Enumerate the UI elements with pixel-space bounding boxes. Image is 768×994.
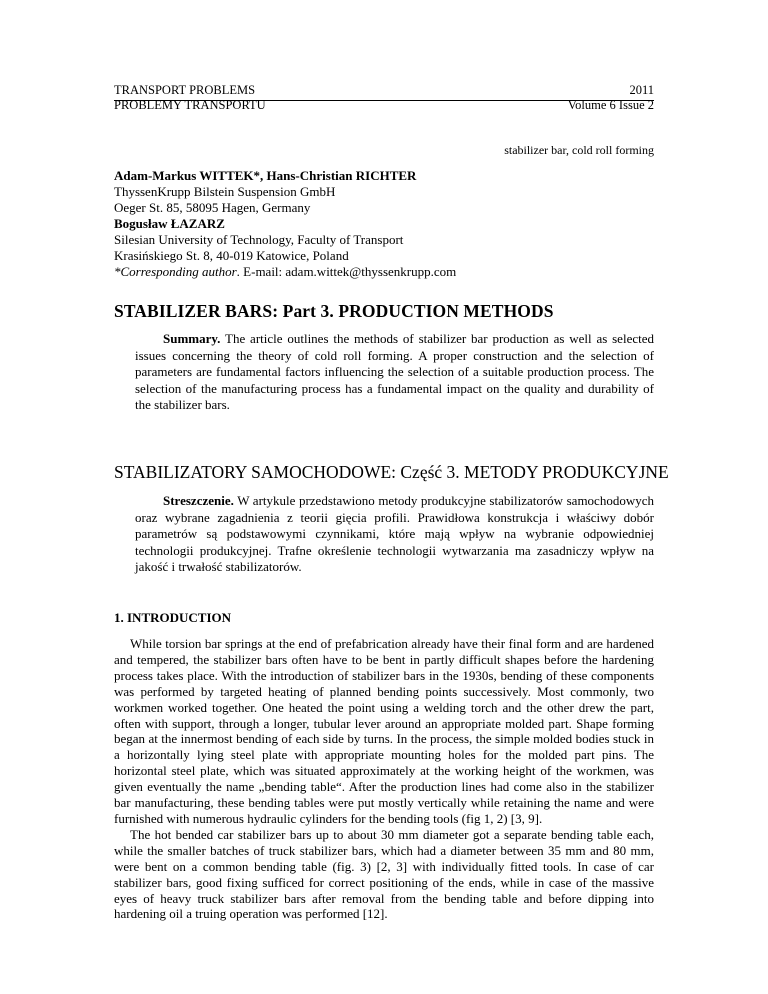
- streszczenie-label: Streszczenie.: [163, 493, 234, 508]
- journal-name-en: TRANSPORT PROBLEMS: [114, 83, 256, 97]
- journal-year: 2011: [629, 83, 654, 97]
- journal-volume: Volume 6 Issue 2: [567, 98, 654, 112]
- affiliation-2-org: Silesian University of Technology, Faculty of Transport: [114, 232, 404, 247]
- summary-text: The article outlines the methods of stabilizer bar production as well as selected issues concerning the theory of cold roll forming. A proper construction and the selection of parameters are fundamental factors influencing the selection of a suitable production process. The selection of the manufacturing process has a fundamental impact on the quality and durability of the stabilizer bars.: [135, 331, 654, 412]
- streszczenie-paragraph: [135, 493, 654, 576]
- streszczenie-text: W artykule przedstawiono metody produkcyjne stabilizatorów samochodowych oraz wybrane zagadnienia z teorii gięcia profili. Prawidłowa konstrukcja i właściwy dobór parametrów są podstawowymi czynnikami, które mają wpływ na wybranie odpowiedniej technologii produkcyjnej. Trafne określenie technologii wytwarzania ma zasadniczy wpływ na jakość i trwałość stabilizatorów.: [135, 493, 654, 574]
- author-names-2: Bogusław ŁAZARZ: [114, 216, 225, 231]
- journal-header-left: [114, 83, 266, 113]
- summary-label: Summary.: [163, 331, 221, 346]
- article-title-pl: STABILIZATORY SAMOCHODOWE: Część 3. METODY PRODUKCYJNE: [114, 462, 669, 482]
- header-divider: [114, 100, 654, 101]
- affiliation-1-address: Oeger St. 85, 58095 Hagen, Germany: [114, 200, 311, 215]
- corresponding-author-label: *Corresponding author: [114, 264, 237, 279]
- corresponding-author-email[interactable]: . E-mail: adam.wittek@thyssenkrupp.com: [236, 264, 457, 279]
- corresponding-author: [114, 264, 456, 280]
- affiliation-2-address: Krasińskiego St. 8, 40-019 Katowice, Poland: [114, 248, 349, 263]
- introduction-paragraph-2: The hot bended car stabilizer bars up to about 30 mm diameter got a separate bending table each, while the smaller batches of truck stabilizer bars, which had a diameter between 35 mm and 80 mm, were bent on a common bending table (fig. 3) [2, 3] with individually fitted tools. In case of car stabilizer bars, good fixing sufficed for correct positioning of the ends, while in case of the massive eyes of heavy truck stabilizer bars after removal from the bending table and before dipping into hardening oil a truing operation was performed [12].: [114, 826, 654, 922]
- author-names-1: Adam-Markus WITTEK*, Hans-Christian RICHTER: [114, 168, 417, 183]
- journal-name-pl: PROBLEMY TRANSPORTU: [114, 98, 266, 112]
- introduction-body: [114, 636, 654, 922]
- affiliation-1-org: ThyssenKrupp Bilstein Suspension GmbH: [114, 184, 336, 199]
- journal-header-right: [568, 83, 654, 113]
- section-heading-introduction: 1. INTRODUCTION: [114, 610, 232, 625]
- article-title-en: STABILIZER BARS: Part 3. PRODUCTION METHODS: [114, 301, 554, 321]
- keywords: stabilizer bar, cold roll forming: [504, 143, 654, 157]
- summary-paragraph: [135, 331, 654, 414]
- author-block: [114, 168, 456, 280]
- introduction-paragraph-1: While torsion bar springs at the end of prefabrication already have their final form and are hardened and tempered, the stabilizer bars often have to be bent in partly difficult shapes before the hardening process takes place. With the introduction of stabilizer bars in the 1930s, bending of these components was performed by targeted heating of planned bending points successively. Most commonly, two workmen worked together. One heated the point using a welding torch and the other drew the part, often with support, through a longer, tubular lever around an appropriate molded part. Shape forming began at the innermost bending of each side by turns. In the process, the simple molded bodies stuck in a horizontally lying steel plate with appropriate mounting holes for the molded part pins. The horizontal steel plate, which was situated approximately at the working height of the workmen, was given eventually the name „bending table“. After the production lines had come also in the stabilizer bar manufacturing, these bending tables were put mostly vertically while retaining the name and were furnished with numerous hydraulic cylinders for the bending tools (fig 1, 2) [3, 9].: [114, 636, 654, 826]
